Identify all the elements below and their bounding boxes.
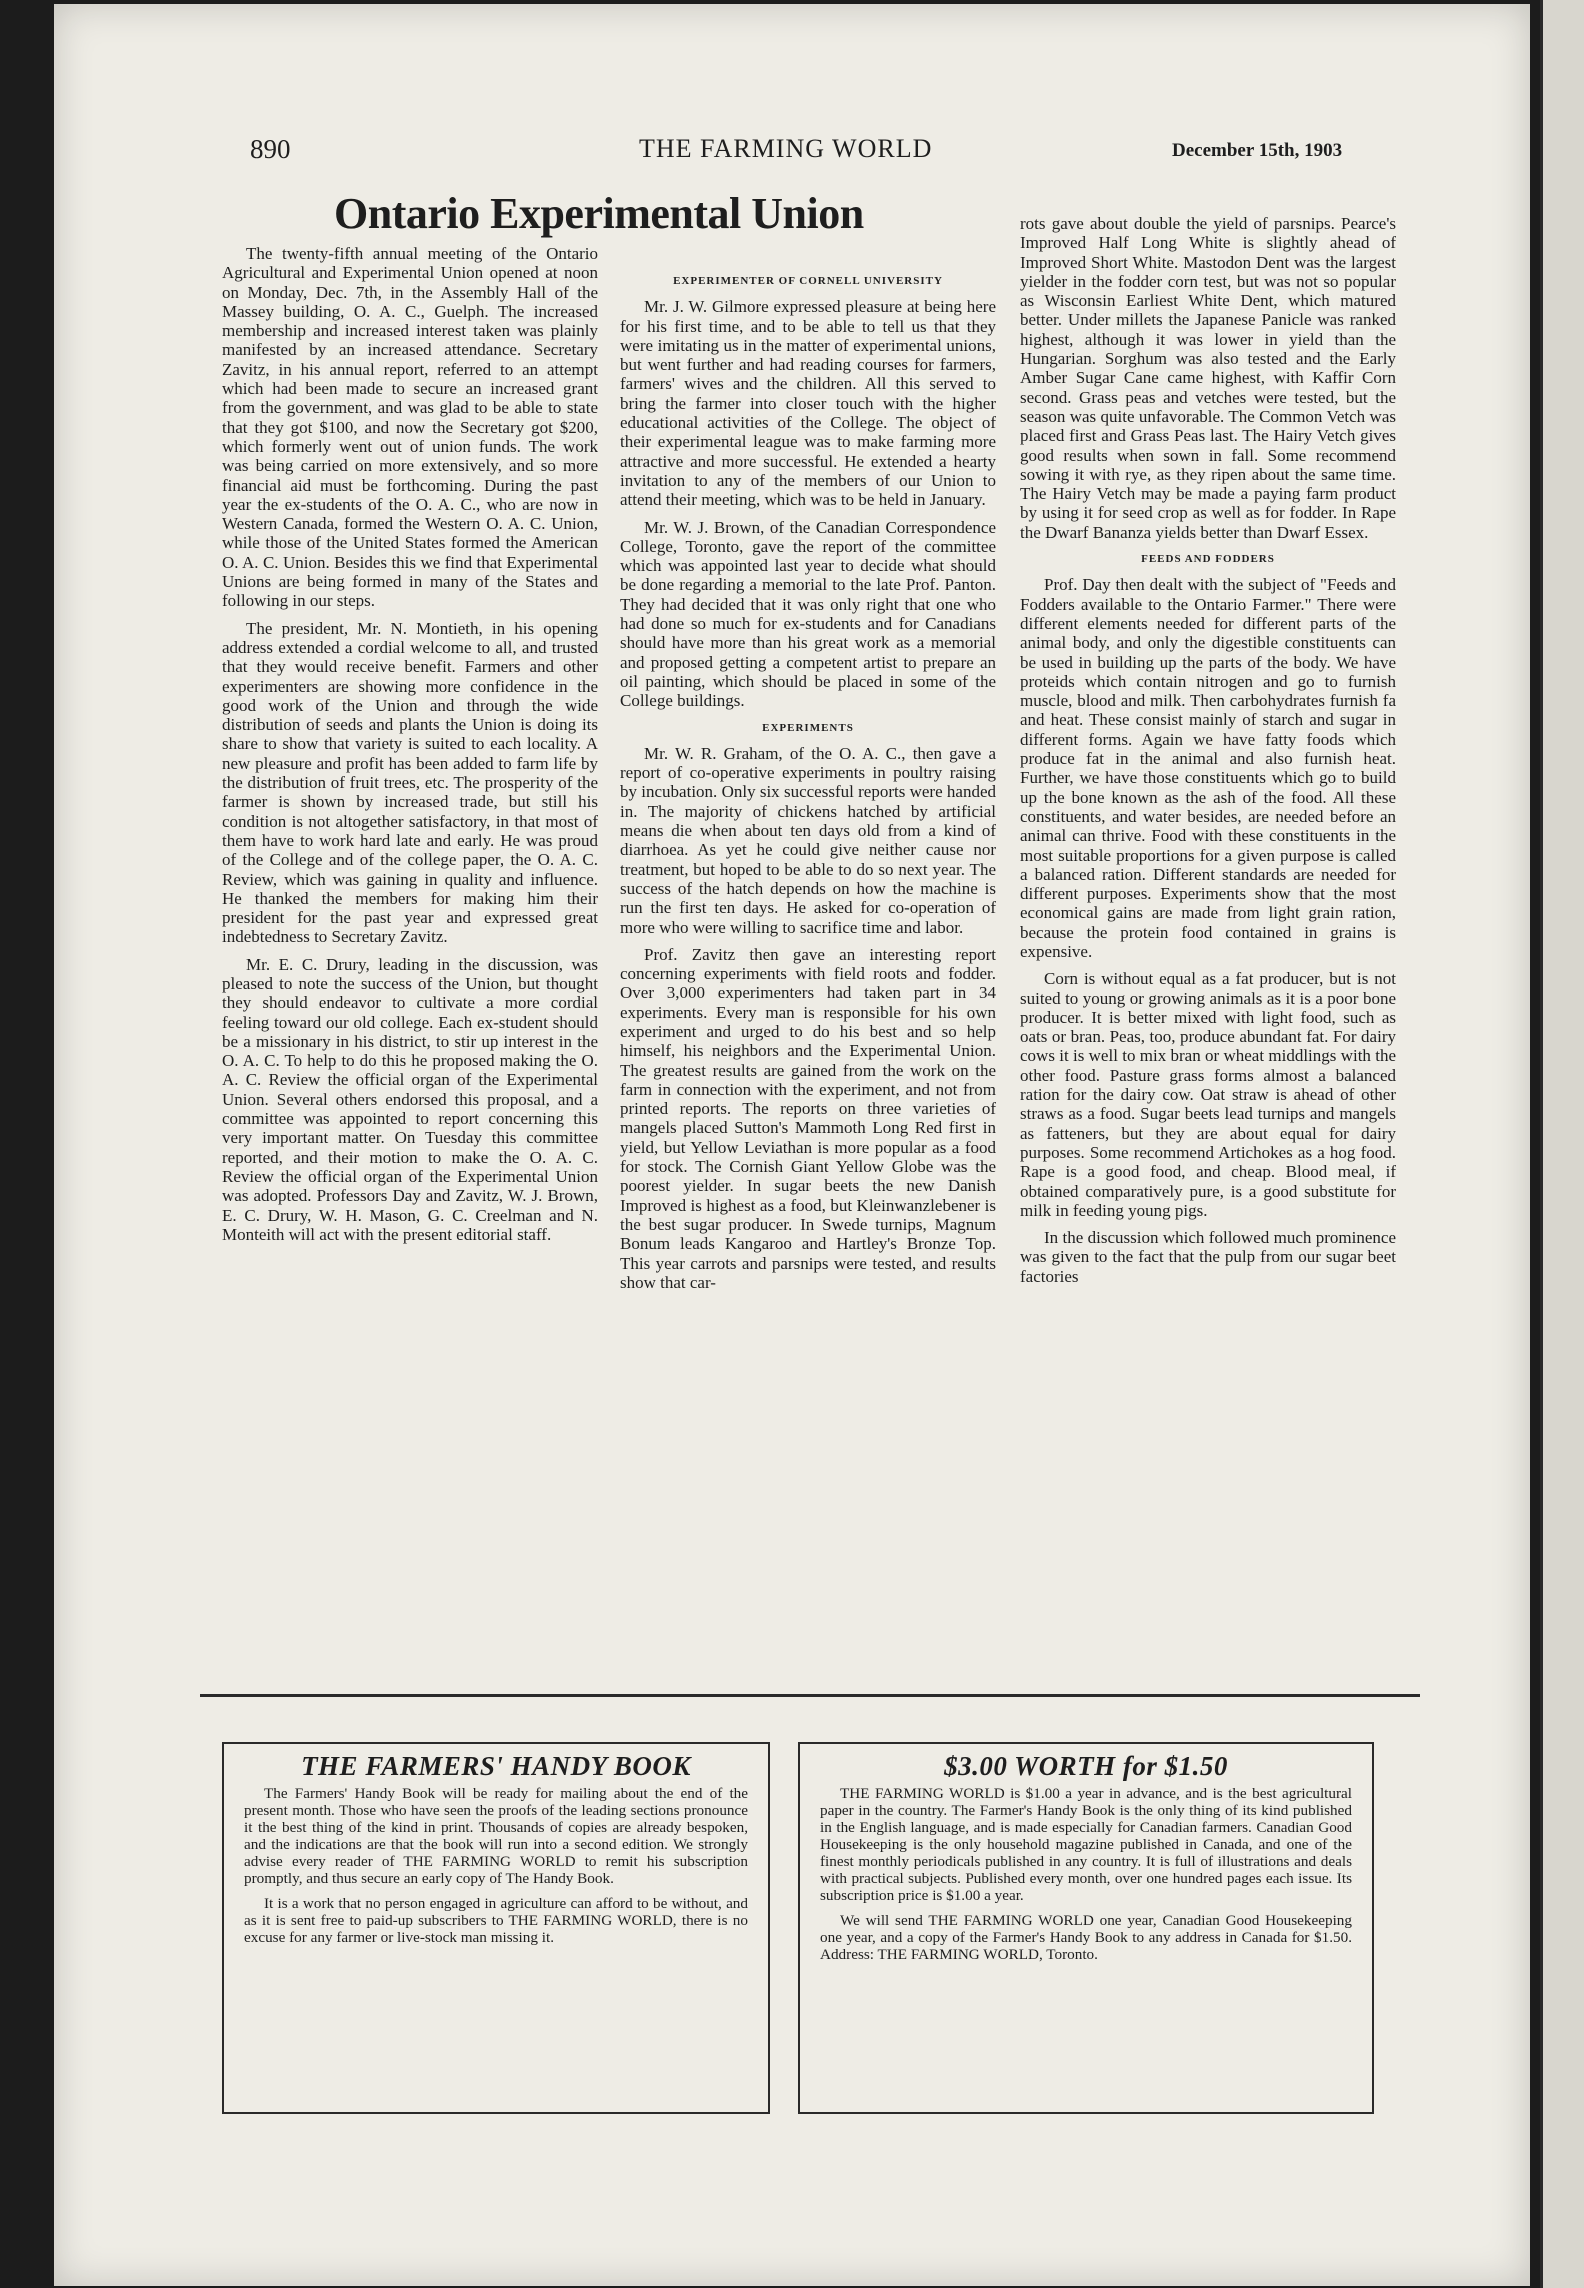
paragraph: The twenty-fifth annual meeting of the Ontario Agricultural and Experimental Union opened at noon on Monday, Dec. 7th, in the Assembly Hall of the Massey building, O. A. C., Guelph. The increased membership and increased interest taken was plainly manifested by an increased attendance. Secretary Zavitz, in his annual report, referred to an attempt which had been made to secure an increased grant from the government, and was glad to be able to state that they got $100, and now the Secretary got $200, which formerly went out of union funds. The work was being carried on more extensively, and so more financial aid must be forthcoming. During the past year the ex-students of the O. A. C., who are now in Western Canada, formed the Western O. A. C. Union, while those of the United States formed the American O. A. C. Union. Besides this we find that Experimental Unions are being formed in many of the States and following in our steps. bbox=[222, 244, 598, 611]
publication-title: THE FARMING WORLD bbox=[639, 134, 933, 163]
article-column-1 bbox=[222, 244, 598, 1684]
paragraph: Mr. W. R. Graham, of the O. A. C., then gave a report of co-operative experiments in poultry raising by incubation. Only six successful reports were handed in. The majority of chickens hatched by artificial means die when about ten days old from a kind of diarrhoea. As yet he could give neither cause nor treatment, but hoped to be able to do so next year. The success of the hatch depends on how the machine is run the first ten days. He asked for co-operation of more who were willing to sacrifice time and labor. bbox=[620, 743, 996, 937]
adjacent-page-edge bbox=[1540, 0, 1584, 2288]
ad-subscription-offer bbox=[798, 1742, 1374, 2114]
paragraph: In the discussion which followed much prominence was given to the fact that the pulp from our sugar beet factories bbox=[1020, 1228, 1396, 1286]
paragraph: The president, Mr. N. Montieth, in his opening address extended a cordial welcome to all, and trusted that they would receive benefit. Farmers and other experimenters are showing more confidence in the good work of the Union and through the wide distribution of seeds and plants the Union is doing its share to show that variety is suited to each locality. A new pleasure and profit has been added to farm life by the distribution of fruit trees, etc. The prosperity of the farmer is shown by increased trade, but still his condition is not altogether satisfactory, in that most of them have to work hard late and early. He was proud of the College and of the college paper, the O. A. C. Review, which was gaining in quality and influence. He thanked the members for making him their president for the past year and expressed great indebtedness to Secretary Zavitz. bbox=[222, 618, 598, 947]
ad-paragraph: We will send THE FARMING WORLD one year, Canadian Good Housekeeping one year, and a copy of the Farmer's Handy Book to any address in Canada for $1.50. Address: THE FARMING WORLD, Toronto. bbox=[820, 1912, 1352, 1963]
article-title: Ontario Experimental Union bbox=[334, 189, 864, 238]
ad-paragraph: THE FARMING WORLD is $1.00 a year in advance, and is the best agricultural paper in the country. The Farmer's Handy Book is the only thing of its kind published in the English language, and is made especially for Canadian farmers. Canadian Good Housekeeping is the only household magazine published in Canada, and one of the finest monthly periodicals published in any country. It is full of illustrations and deals with practical subjects. Published every month, over one hundred pages each issue. Its subscription price is $1.00 a year. bbox=[820, 1785, 1352, 1904]
ad-handy-book bbox=[222, 1742, 770, 2114]
ad-title: THE FARMERS' HANDY BOOK bbox=[301, 1751, 691, 1781]
paragraph: rots gave about double the yield of parsnips. Pearce's Improved Half Long White is slightly ahead of Improved Short White. Mastodon Dent was the largest yielder in the fodder corn test, but was not so popular as Wisconsin Earliest White Dent, which matured better. Under millets the Japanese Panicle was ranked highest, although it was lower in yield than the Hungarian. Sorghum was also tested and the Early Amber Sugar Cane came highest, with Kaffir Corn second. Grass peas and vetches were tested, but the season was quite unfavorable. The Common Vetch was placed first and Grass Peas last. The Hairy Vetch gives good results when sown in fall. Some recommend sowing it with rye, as they ripen about the same time. The Hairy Vetch may be made a paying farm product by using it for seed crop as well as for fodder. In Rape the Dwarf Bananza yields better than Dwarf Essex. bbox=[1020, 214, 1396, 542]
section-heading: EXPERIMENTS bbox=[762, 721, 854, 734]
paragraph: Mr. J. W. Gilmore expressed pleasure at being here for his first time, and to be able to tell us that they were imitating us in the matter of experimental unions, but went further and had reading courses for farmers, farmers' wives and the children. All this served to bring the farmer into closer touch with the higher educational activities of the College. The object of their experimental league was to make farming more attractive and more successful. He extended a hearty invitation to any of the members of our Union to attend their meeting, which was to be held in January. bbox=[620, 297, 996, 510]
section-heading: EXPERIMENTER OF CORNELL UNIVERSITY bbox=[673, 275, 943, 287]
paragraph: Prof. Day then dealt with the subject of "Feeds and Fodders available to the Ontario Farmer." There were different elements needed for different parts of the animal body, and only the digestible constituents can be used in building up the parts of the body. We have proteids which contain nitrogen and go to furnish muscle, blood and milk. Then carbohydrates furnish fa and heat. These consist mainly of starch and sugar in different forms. Again we have fatty foods which produce fat in the animal and also furnish heat. Further, we have those constituents which go to build up the bone known as the ash of the food. All these constituents, and water besides, are needed before an animal can thrive. Food with these constituents in the most suitable proportions for a given purpose is called a balanced ration. Different standards are needed for different purposes. Experiments show that the most economical gains are made from light grain ration, because the protein food contained in grains is expensive. bbox=[1020, 575, 1396, 961]
magazine-page bbox=[54, 4, 1530, 2286]
article-column-3 bbox=[1020, 214, 1396, 1684]
ad-title: $3.00 WORTH for $1.50 bbox=[944, 1751, 1228, 1781]
paragraph: Corn is without equal as a fat producer, but is not suited to young or growing animals as it is a poor bone producer. It is better mixed with light food, such as oats or bran. Peas, too, produce abundant fat. For dairy cows it is well to mix bran or wheat middlings with the other food. Pasture grass forms almost a balanced ration for the dairy cow. Oat straw is ahead of other straws as a food. Sugar beets lead turnips and mangels as fatteners, but they are about equal for dairy purposes. Some recommend Artichokes as a hog food. Rape is a good food, and cheap. Blood meal, if obtained comparatively pure, is a good substitute for milk in feeding young pigs. bbox=[1020, 969, 1396, 1220]
issue-date: December 15th, 1903 bbox=[1172, 140, 1343, 161]
section-heading: FEEDS AND FODDERS bbox=[1141, 553, 1275, 566]
page-number: 890 bbox=[250, 134, 291, 164]
section-divider bbox=[200, 1694, 1420, 1697]
paragraph: Mr. W. J. Brown, of the Canadian Correspondence College, Toronto, gave the report of the committee which was appointed last year to decide what should be done regarding a memorial to the late Prof. Panton. They had decided that it was only right that one who had done so much for ex-students and for Canadians should have more than his great work as a memorial and proposed getting a competent artist to prepare an oil painting, which should be placed in some of the College buildings. bbox=[620, 517, 996, 711]
ad-paragraph: It is a work that no person engaged in agriculture can afford to be without, and as it is sent free to paid-up subscribers to THE FARMING WORLD, there is no excuse for any farmer or live-stock man missing it. bbox=[244, 1895, 748, 1946]
running-head bbox=[54, 134, 1530, 174]
paragraph: Prof. Zavitz then gave an interesting report concerning experiments with field roots and fodder. Over 3,000 experimenters had taken part in 34 experiments. Every man is responsible for his own experiment and urged to do his best and so help himself, his neighbors and the Experimental Union. The greatest results are gained from the work on the farm in connection with the experiment, and not from printed reports. The reports on three varieties of mangels placed Sutton's Mammoth Long Red first in yield, but Yellow Leviathan is more popular as a food for stock. The Cornish Giant Yellow Globe was the poorest yielder. In sugar beets the new Danish Improved is highest as a food, but Kleinwanzlebener is the best sugar producer. In Swede turnips, Magnum Bonum leads Kangaroo and Hartley's Bronze Top. This year carrots and parsnips were tested, and results show that car- bbox=[620, 944, 996, 1292]
ad-paragraph: The Farmers' Handy Book will be ready for mailing about the end of the present month. Those who have seen the proofs of the leading sections pronounce it the best thing of the kind in print. Thousands of copies are already bespoken, and the indications are that the book will run into a second edition. We strongly advise every reader of THE FARMING WORLD to remit his subscription promptly, and thus secure an early copy of The Handy Book. bbox=[244, 1785, 748, 1887]
article-column-2 bbox=[620, 266, 996, 1684]
paragraph: Mr. E. C. Drury, leading in the discussion, was pleased to note the success of the Union, but thought they should endeavor to cultivate a more cordial feeling toward our old college. Each ex-student should be a missionary in his district, to stir up interest in the O. A. C. To help to do this he proposed making the O. A. C. Review the official organ of the Experimental Union. Several others endorsed this proposal, and a committee was appointed to report concerning this very important matter. On Tuesday this committee reported, and their motion to make the O. A. C. Review the official organ of the Experimental Union was adopted. Professors Day and Zavitz, W. J. Brown, E. C. Drury, W. H. Mason, G. C. Creelman and N. Monteith will act with the present editorial staff. bbox=[222, 954, 598, 1244]
